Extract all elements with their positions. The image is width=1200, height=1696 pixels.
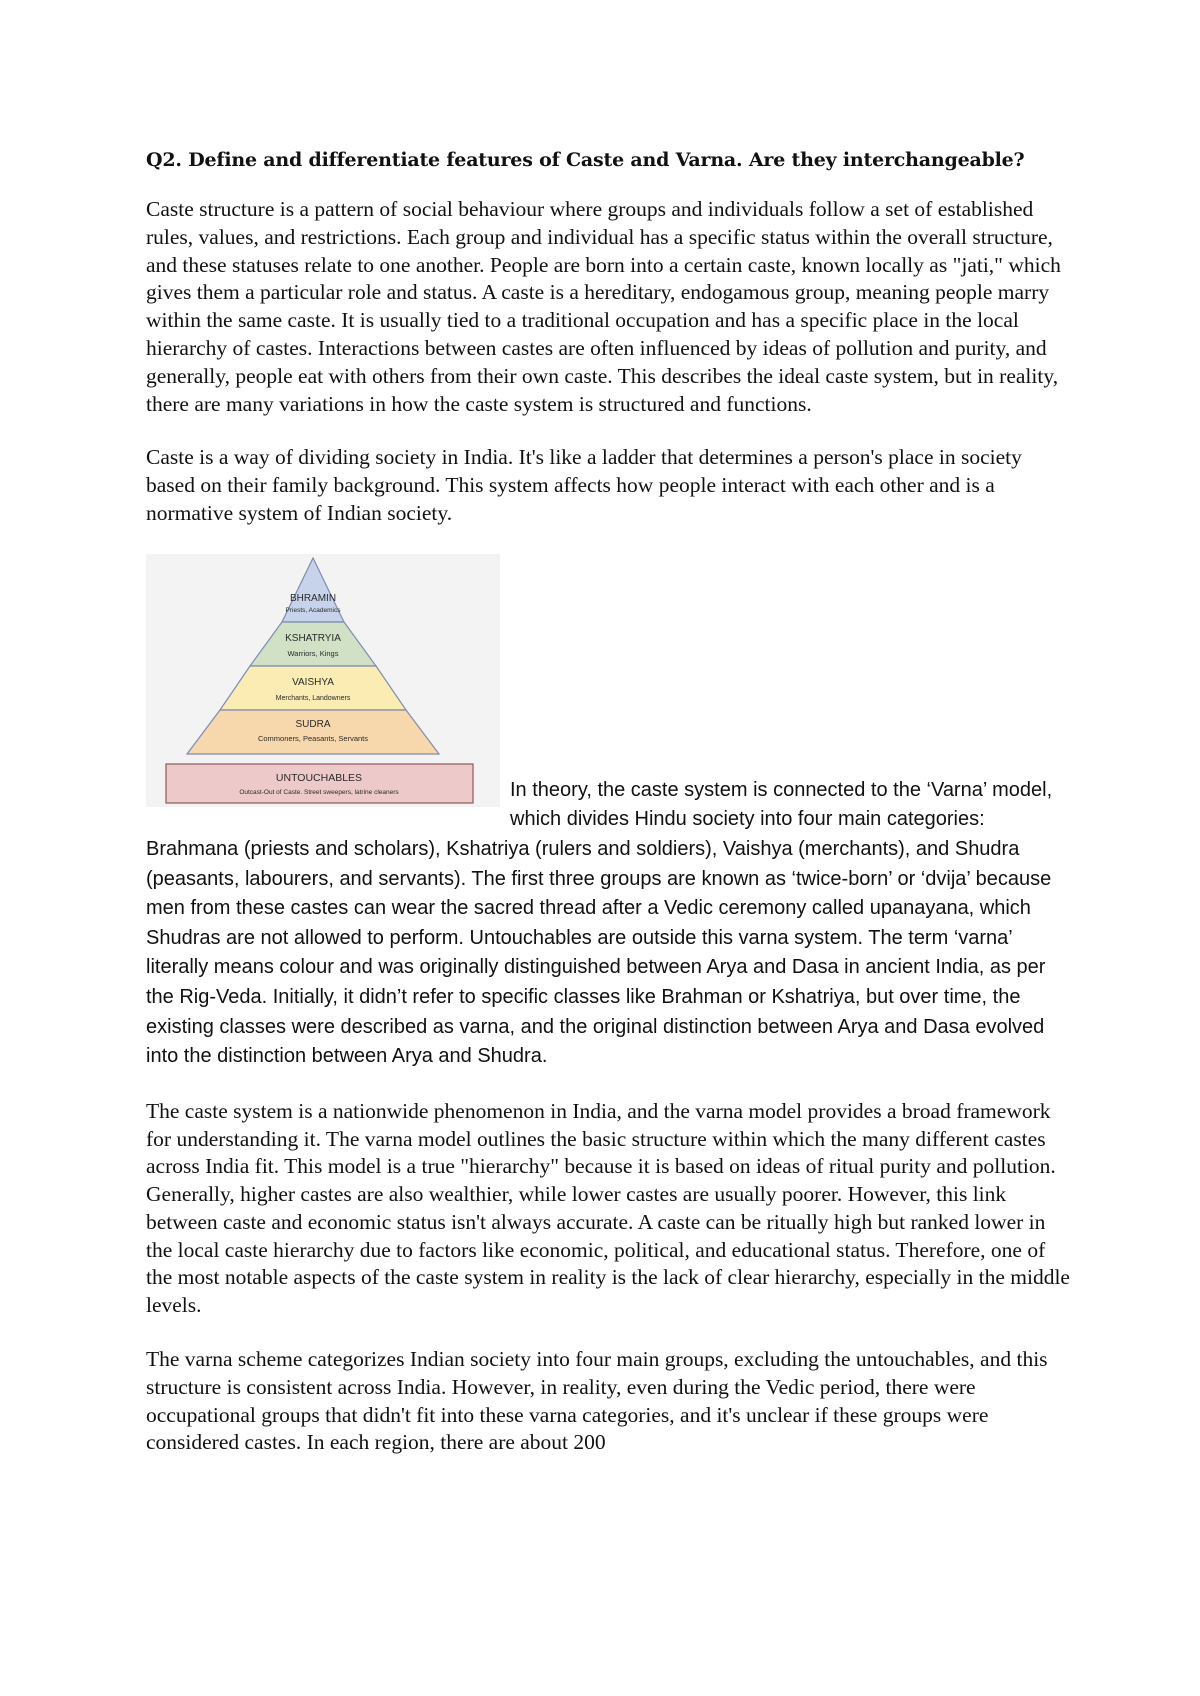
tier-bhramin-name: BHRAMIN xyxy=(289,592,337,604)
tier-kshatryia-desc: Warriors, Kings xyxy=(287,648,339,658)
tier-kshatryia-name: KSHATRYIA xyxy=(285,632,341,644)
tier-sudra-desc: Commoners, Peasants, Servants xyxy=(257,733,369,743)
tier-vaishya-shape xyxy=(220,666,406,710)
question-heading: Q2. Define and differentiate features of Caste and Varna. Are they interchangeable? xyxy=(146,149,1025,171)
tier-untouchables-desc: Outcast-Out of Caste. Street sweepers, latrine cleaners xyxy=(239,788,399,796)
tier-bhramin-desc: Priests, Academics xyxy=(285,606,341,614)
tier-sudra-shape xyxy=(187,710,439,754)
paragraph-varna-scheme: The varna scheme categorizes Indian society into four main groups, excluding the untouchables, and this structure is consistent across India. However, in reality, even during the Vedic period, there were occupational groups that didn't fit into these varna categories, and it's unclear if these groups were considered castes. In each region, there are about 200 xyxy=(146,1347,1048,1455)
varna-pyramid-image xyxy=(146,554,500,807)
tier-vaishya-desc: Merchants, Landowners xyxy=(275,694,351,702)
figure-row xyxy=(146,554,1071,1098)
tier-vaishya-name: VAISHYA xyxy=(292,676,334,688)
document-page xyxy=(146,140,1071,1483)
tier-kshatryia-shape xyxy=(250,622,376,666)
paragraph-varna-theory: In theory, the caste system is connected to the ‘Varna’ model, which divides Hindu society into four main categories: Brahmana (priests and scholars), Kshatriya (rulers and soldiers), Vaishya (merchants), and Shudra (peasants, labourers, and servants). The first three groups are known as ‘twice-born’ or ‘dvija’ because men from these castes can wear the sacred thread after a Vedic ceremony called upanayana, which Shudras are not allowed to perform. Untouchables are outside this varna system. The term ‘varna’ literally means colour and was originally distinguished between Arya and Dasa in ancient India, as per the Rig-Veda. Initially, it didn’t refer to specific classes like Brahman or Kshatriya, but over time, the existing classes were described as varna, and the original distinction between Arya and Dasa evolved into the distinction between Arya and Shudra. xyxy=(146,778,1053,1068)
paragraph-caste-structure: Caste structure is a pattern of social behaviour where groups and individuals follow a set of established rules, values, and restrictions. Each group and individual has a specific status within the overall structure, and these statuses relate to one another. People are born into a certain caste, known locally as "jati," which gives them a particular role and status. A caste is a hereditary, endogamous group, meaning people marry within the same caste. It is usually tied to a traditional occupation and has a specific place in the local hierarchy of castes. Interactions between castes are often influenced by ideas of pollution and purity, and generally, people eat with others from their own caste. This describes the ideal caste system, but in reality, there are many variations in how the caste system is structured and functions. xyxy=(146,197,1061,416)
tier-untouchables-name: UNTOUCHABLES xyxy=(275,771,363,784)
paragraph-nationwide: The caste system is a nationwide phenomenon in India, and the varna model provides a broad framework for understanding it. The varna model outlines the basic structure within which the many different castes across India fit. This model is a true "hierarchy" because it is based on ideas of ritual purity and pollution. Generally, higher castes are also wealthier, while lower castes are usually poorer. However, this link between caste and economic status isn't always accurate. A caste can be ritually high but ranked lower in the local caste hierarchy due to factors like economic, political, and educational status. Therefore, one of the most notable aspects of the caste system in reality is the lack of clear hierarchy, especially in the middle levels. xyxy=(146,1098,1070,1318)
varna-pyramid-diagram xyxy=(146,554,500,807)
tier-sudra-name: SUDRA xyxy=(295,718,331,730)
paragraph-caste-ladder: Caste is a way of dividing society in India. It's like a ladder that determines a person's place in society based on their family background. This system affects how people interact with each other and is a normative system of Indian society. xyxy=(146,445,1022,525)
